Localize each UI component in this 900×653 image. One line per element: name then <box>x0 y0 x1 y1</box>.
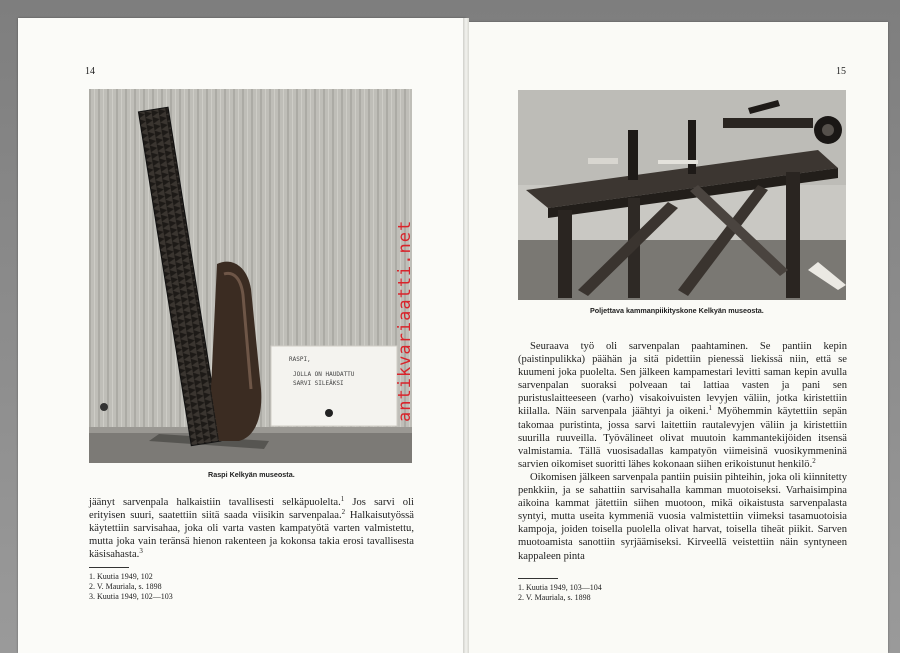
left-body-text <box>89 496 414 561</box>
book-gutter <box>463 18 469 653</box>
footnote-ref-2: 2 <box>812 456 816 465</box>
footnote-item: 2. V. Mauriala, s. 1898 <box>89 582 162 592</box>
left-text-a: jäänyt sarvenpala halkaistiin tavallisesti selkäpuolelta. <box>89 497 341 508</box>
photo-caption-right: Poljettava kammanpiikityskone Kelkyän museosta. <box>590 306 764 315</box>
right-text-p1b: Myöhemmin käytettiin sepän takomaa puristinta, jossa sarvi laitettiin rautalevyjen väliin ja kiristettiin suurilla ruuveilla. Työvälineet olivat muutoin kammantekijöiden itsensä valmistamia. Tällä vuosisadallas kampatyön viimeisinä vuosikymmeninä sarvien oikomiset suoritti lähes kokonaan siihen erikoistunut henkilö. <box>518 406 848 470</box>
page-number-right: 15 <box>836 66 846 77</box>
page-number-left: 14 <box>85 66 95 77</box>
footnote-divider-left <box>89 567 129 568</box>
footnote-divider-right <box>518 578 558 579</box>
machine-photo-image <box>518 90 846 300</box>
footnotes-left <box>89 572 173 603</box>
card-line-1: RASPI, <box>289 356 311 363</box>
footnote-ref-2: 2 <box>341 508 346 517</box>
left-text-b: Jos sarvi oli erityisen suuri, saatettiin siitä saada viisikin sarvenpalaa. <box>89 497 414 522</box>
footnote-ref-3: 3 <box>139 547 143 556</box>
footnote-item: 1. Kuutia 1949, 102 <box>89 572 153 581</box>
right-text-p1a: Seuraava työ oli sarvenpalan paahtaminen. Se pantiin kepin (paistinpulikka) päähän ja sitä pidettiin pienessä liekissä niin, että se kuumeni joka puolelta. Sen jälkeen kampamestari levitti saman kepin avulla sarvenpalan suoraksi polveaan tai lattiaa vasten ja pani sen puristuslaitteeseen (varho) visakoivuisten levyjen väliin, jotka kiristettiin kiilalla. Näin sarvenpala jäähtyi ja oikeni. <box>518 341 847 418</box>
right-text-p2: Oikomisen jälkeen sarvenpala pantiin puisiin pihteihin, joka oli kiinnitetty penkkiin, ja se sahattiin sarvisahalla kamman muotoiseksi. Varhaisimpina aikoina kammat jätettiin siihen muotoon, mikä oikaistusta sarvenpalasta syntyi, mutta useita kymmeniä vuosia valmistettiin viimeksi tasamuotoisia kampoja, joiden toisella puolella olivat harvat, toisella tiheät piikit. Sarven muotoamista sanottiin syrjäämiseksi. Kirveellä veistettiin näin syntyneen kappaleen pinta <box>518 471 847 562</box>
machine-photo <box>518 90 846 300</box>
right-body-text <box>518 340 847 563</box>
footnote-item: 2. V. Mauriala, s. 1898 <box>518 593 591 603</box>
left-text-c: Halkaisutyössä käytettiin sarvisahaa, joka oli varta vasten kampatyötä varten valmistettu, mutta joka vain teränsä hienon rakenteen ja kokonsa takia erosi tavallisesta käsisahasta. <box>89 510 414 561</box>
card-line-3: SARVI SILEÄKSI <box>293 380 344 387</box>
rasp-photo <box>89 89 412 463</box>
watermark-text: antikvariaatti.net <box>395 219 415 422</box>
footnote-item: 1. Kuutia 1949, 103—104 <box>518 583 602 592</box>
footnote-ref-1: 1 <box>708 404 712 413</box>
footnote-item: 3. Kuutia 1949, 102—103 <box>89 592 173 602</box>
rasp-photo-image <box>89 89 412 463</box>
card-line-2: JOLLA ON HAUDATTU <box>293 371 355 378</box>
footnote-ref-1: 1 <box>340 495 345 503</box>
footnotes-right <box>518 583 602 603</box>
photo-caption-left: Raspi Kelkyän museosta. <box>208 470 295 479</box>
